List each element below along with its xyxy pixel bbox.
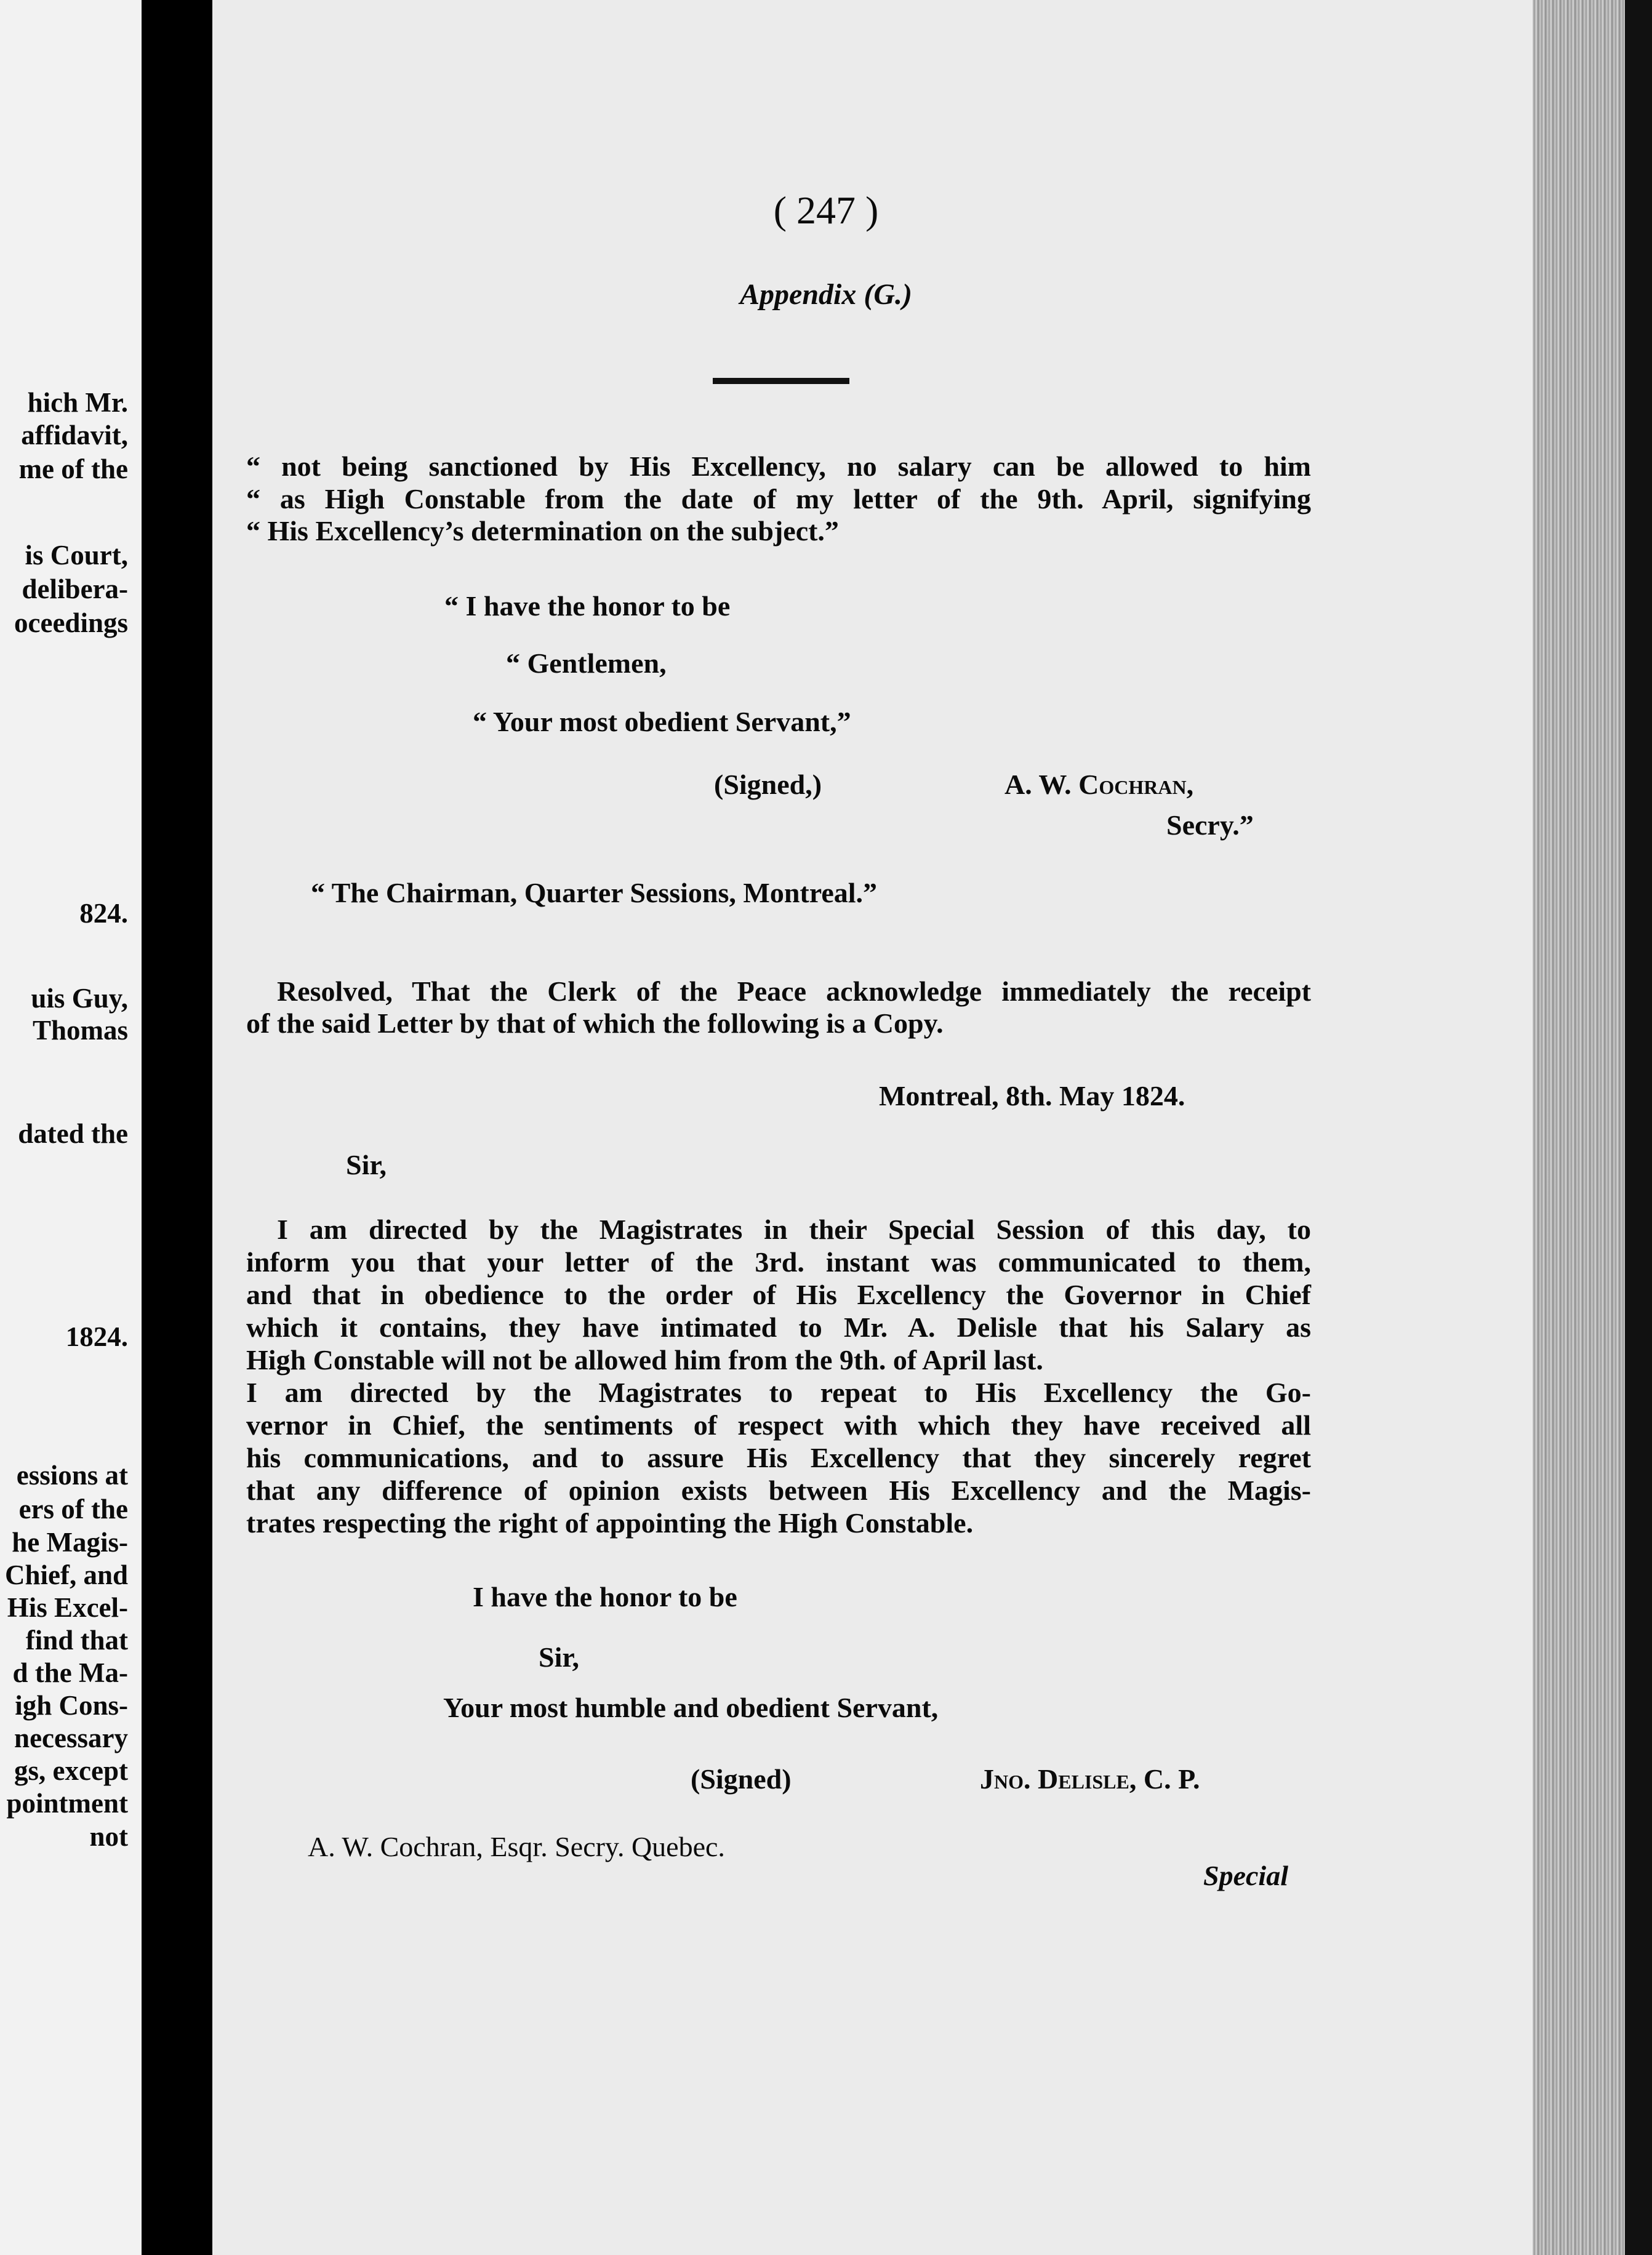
left-line: His Excel- [7,1592,128,1623]
left-line: essions at [16,1460,128,1491]
quote-line: “ as High Constable from the date of my letter of the 9th. April, signifying [246,483,1311,515]
letter-closing: I have the honor to be [473,1581,737,1612]
letter-para2-line: that any difference of opinion exists between His Excellency and the Magis- [246,1475,1311,1506]
resolution-line: of the said Letter by that of which the following is a Copy. [246,1007,944,1039]
left-line: hich Mr. [27,387,128,418]
quote-closing-servant: “ Your most obedient Servant,” [473,706,851,737]
letter-dateline: Montreal, 8th. May 1824. [879,1080,1185,1111]
left-line: is Court, [25,540,128,571]
left-line: uis Guy, [31,983,128,1014]
quote-line: “ His Excellency’s determination on the subject.” [246,515,839,547]
quote-salutation: “ Gentlemen, [506,647,667,679]
left-line: 824. [79,898,128,929]
quote-signatory: A. W. Cochran, [1004,769,1194,800]
previous-page-fragment [0,0,142,2255]
appendix-heading: Appendix (G.) [740,278,912,311]
letter-para1-line: and that in obedience to the order of His Excellency the Governor in Chief [246,1279,1311,1310]
letter-signatory: Jno. Delisle, C. P. [980,1763,1200,1795]
page-number: ( 247 ) [773,188,879,232]
left-line: dated the [18,1118,128,1149]
left-line: necessary [14,1723,128,1753]
letter-signed: (Signed) [691,1763,792,1795]
left-line: gs, except [14,1755,128,1786]
quote-signatory-title: Secry.” [1166,809,1254,841]
letter-para2-line: vernor in Chief, the sentiments of respect with which they have received all [246,1409,1311,1441]
quote-signed: (Signed,) [714,769,822,800]
letter-salutation: Sir, [346,1149,387,1180]
left-line: pointment [6,1788,128,1819]
quote-addressee: “ The Chairman, Quarter Sessions, Montreal.” [311,877,878,908]
letter-para1-line: High Constable will not be allowed him from the 9th. of April last. [246,1344,1043,1376]
left-line: Thomas [32,1015,128,1046]
letter-para1-line: I am directed by the Magistrates in their Special Session of this day, to [277,1214,1311,1245]
left-line: not [89,1821,128,1852]
letter-para1-line: which it contains, they have intimated to Mr. A. Delisle that his Salary as [246,1312,1311,1343]
letter-para2-line: I am directed by the Magistrates to repeat to His Excellency the Go- [246,1377,1311,1408]
left-line: oceedings [14,607,128,638]
left-line: delibera- [22,574,128,604]
resolution-line: Resolved, That the Clerk of the Peace acknowledge immediately the receipt [277,975,1311,1007]
page-edge-shadow [1625,0,1652,2255]
left-line: d the Ma- [12,1657,128,1688]
letter-para2-line: his communications, and to assure His Excellency that they sincerely regret [246,1442,1311,1473]
letter-closing-servant: Your most humble and obedient Servant, [443,1692,939,1723]
header-rule [713,378,849,384]
letter-recipient: A. W. Cochran, Esqr. Secry. Quebec. [308,1831,725,1862]
left-line: ers of the [18,1494,128,1524]
left-line: me of the [18,454,128,484]
page [212,0,1545,2255]
left-line: affidavit, [21,420,128,451]
book-gutter [142,0,215,2255]
letter-closing-sir: Sir, [539,1641,580,1673]
left-line: Chief, and [4,1560,128,1590]
letter-para2-line: trates respecting the right of appointing the High Constable. [246,1507,974,1539]
left-line: find that [25,1625,128,1656]
letter-para1-line: inform you that your letter of the 3rd. instant was communicated to them, [246,1246,1311,1278]
left-line: igh Cons- [15,1690,128,1721]
left-line: 1824. [65,1321,128,1352]
quote-line: “ not being sanctioned by His Excellency, no salary can be allowed to him [246,451,1311,482]
left-line: he Magis- [12,1527,128,1558]
catchword: Special [1203,1860,1288,1891]
quote-closing: “ I have the honor to be [444,590,731,622]
